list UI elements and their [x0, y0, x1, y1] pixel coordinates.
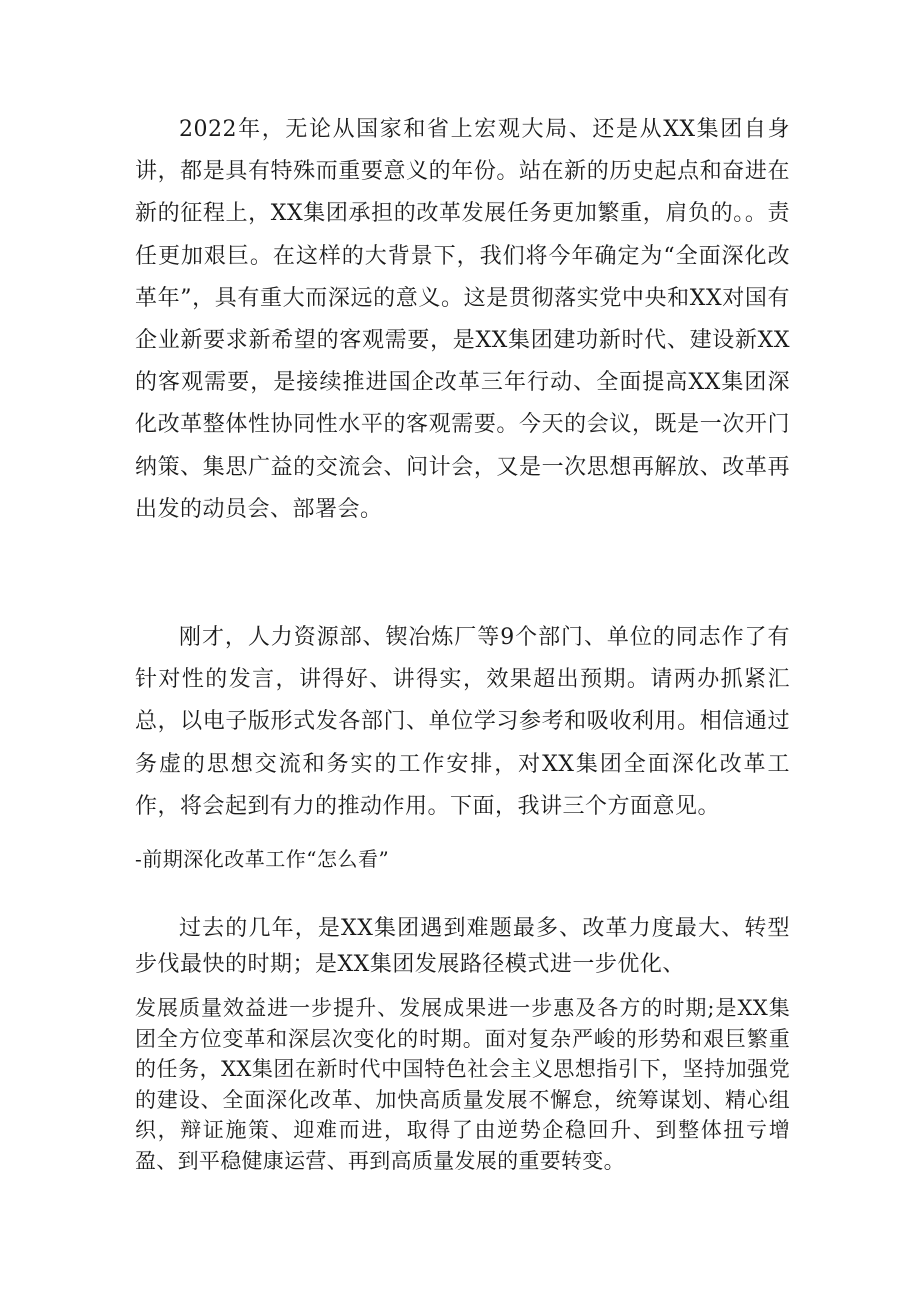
paragraph-achievements: 发展质量效益进一步提升、发展成果进一步惠及各方的时期;是XX集团全方位变革和深层次变化的时期。面对复杂严峻的形势和艰巨繁重的任务，XX集团在新时代中国特色社会主义思想指引下，坚持加强党的建设、全面深化改革、加快高质量发展不懈怠，统筹谋划、精心组织，辩证施策、迎难而进，取得了由逆势企稳回升、到整体扭亏增盈、到平稳健康运营、再到高质量发展的重要转变。	[135, 996, 790, 1173]
paragraph-speeches: 刚才，人力资源部、锲冶炼厂等9个部门、单位的同志作了有针对性的发言，讲得好、讲得实，效果超出预期。请两办抓紧汇总，以电子版形式发各部门、单位学习参考和吸收利用。相信通过务虚的思想交流和务实的工作安排，对XX集团全面深化改革工作，将会起到有力的推动作用。下面，我讲三个方面意见。	[135, 625, 790, 819]
section-heading: -前期深化改革工作“怎么看”	[135, 847, 390, 871]
paragraph-significance: 2022年，无论从国家和省上宏观大局、还是从XX集团自身讲，都是具有特殊而重要意义的年份。站在新的历史起点和奋进在新的征程上，XX集团承担的改革发展任务更加繁重，肩负的。。责任更加艰巨。在这样的大背景下，我们将今年确定为“全面深化改革年”，具有重大而深远的意义。这是贯彻落实党中央和XX对国有企业新要求新希望的客观需要，是XX集团建功新时代、建设新XX的客观需要，是接续推进国企改革三年行动、全面提高XX集团深化改革整体性协同性水平的客观需要。今天的会议，既是一次开门纳策、集思广益的交流会、问计会，又是一次思想再解放、改革再出发的动员会、部署会。	[135, 117, 790, 522]
paragraph-past-years: 过去的几年，是XX集团遇到难题最多、改革力度最大、转型步伐最快的时期；是XX集团发展路径模式进一步优化、	[135, 916, 790, 977]
